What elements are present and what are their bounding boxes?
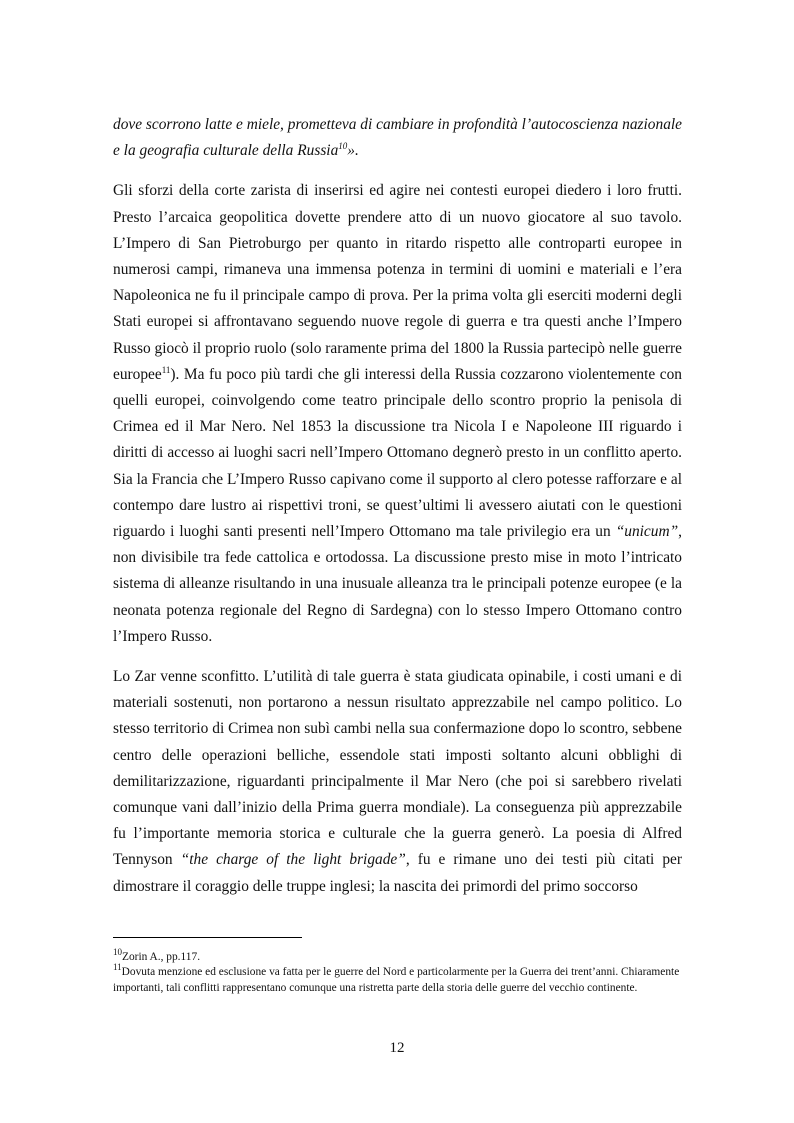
quote-text: dove scorrono latte e miele, prometteva di cambiare in profondità l’autocoscienza nazionale e la geografia culturale della Russia <box>113 116 682 160</box>
footnotes <box>113 947 682 996</box>
footnote-10 <box>113 947 682 965</box>
unicum-term: “unicum” <box>615 523 679 541</box>
footnote-separator <box>113 937 302 938</box>
footnote-10-text: Zorin A., pp.117. <box>122 951 201 963</box>
quote-close: ». <box>347 142 359 160</box>
paragraph-2 <box>113 664 682 900</box>
footnote-11 <box>113 962 682 996</box>
paragraph-2-text-b: , fu e rimane uno dei testi più citati per dimostrare il coraggio delle truppe inglesi; la nascita dei primordi del primo soccorso <box>113 851 682 895</box>
footnote-11-number: 11 <box>113 962 122 973</box>
paragraph-1-text-a: Gli sforzi della corte zarista di inserirsi ed agire nei contesti europei diedero i loro frutti. Presto l’arcaica geopolitica dovette prendere atto di un nuovo giocatore al suo tavolo. L’Impero di San Pietroburgo per quanto in ritardo rispetto alle controparti europee in numerosi campi, rimaneva una immensa potenza in termini di uomini e materiali e l’era Napoleonica ne fu il principale campo di prova. Per la prima volta gli eserciti moderni degli Stati europei si affrontavano seguendo nuove regole di guerra e tra questi anche l’Impero Russo giocò il proprio ruolo (solo raramente prima del 1800 la Russia partecipò nelle guerre europee <box>113 182 682 383</box>
paragraph-1-text-c: , non divisibile tra fede cattolica e ortodossa. La discussione presto mise in moto l’intricato sistema di alleanze risultando in una inusuale alleanza tra le principali potenze europee (e la neonata potenza regionale del Regno di Sardegna) con lo stesso Impero Ottomano contro l’Impero Russo. <box>113 523 682 645</box>
poem-title: “the charge of the light brigade” <box>180 851 406 869</box>
paragraph-2-text-a: Lo Zar venne sconfitto. L’utilità di tale guerra è stata giudicata opinabile, i costi umani e di materiali sostenuti, non portarono a nessun risultato apprezzabile nel campo politico. Lo stesso territorio di Crimea non subì cambi nella sua confermazione dopo lo scontro, sebbene centro delle operazioni belliche, essendole stati imposti soltanto alcuni obblighi di demilitarizzazione, riguardanti principalmente il Mar Nero (che poi si sarebbero rivelati comunque vani dall’inizio della Prima guerra mondiale). La conseguenza più apprezzabile fu l’importante memoria storica e culturale che la guerra generò. La poesia di Alfred Tennyson <box>113 668 682 869</box>
paragraph-1 <box>113 178 682 650</box>
footnote-10-number: 10 <box>113 947 122 958</box>
quote-paragraph <box>113 112 682 164</box>
paragraph-1-text-b: ). Ma fu poco più tardi che gli interessi della Russia cozzarono violentemente con quelli europei, coinvolgendo come teatro principale dello scontro proprio la penisola di Crimea ed il Mar Nero. Nel 1853 la discussione tra Nicola I e Napoleone III riguardo i diritti di accesso ai luoghi sacri nell’Impero Ottomano degnerò presto in un conflitto aperto. Sia la Francia che L’Impero Russo capivano come il supporto al clero potesse rafforzare e al contempo dare lustro ai rispettivi troni, se quest’ultimi li avessero aiutati con le questioni riguardo i luoghi santi presenti nell’Impero Ottomano ma tale privilegio era un <box>113 365 682 541</box>
footnote-ref-10: 10 <box>338 141 348 152</box>
footnote-11-text: Dovuta menzione ed esclusione va fatta per le guerre del Nord e particolarmente per la Guerra dei trent’anni. Chiaramente importanti, tali conflitti rappresentano comunque una ristretta parte della storia delle guerre del vecchio continente. <box>113 966 680 994</box>
page-number: 12 <box>389 1040 405 1056</box>
footnote-ref-11: 11 <box>161 364 171 375</box>
body-text <box>113 112 682 900</box>
